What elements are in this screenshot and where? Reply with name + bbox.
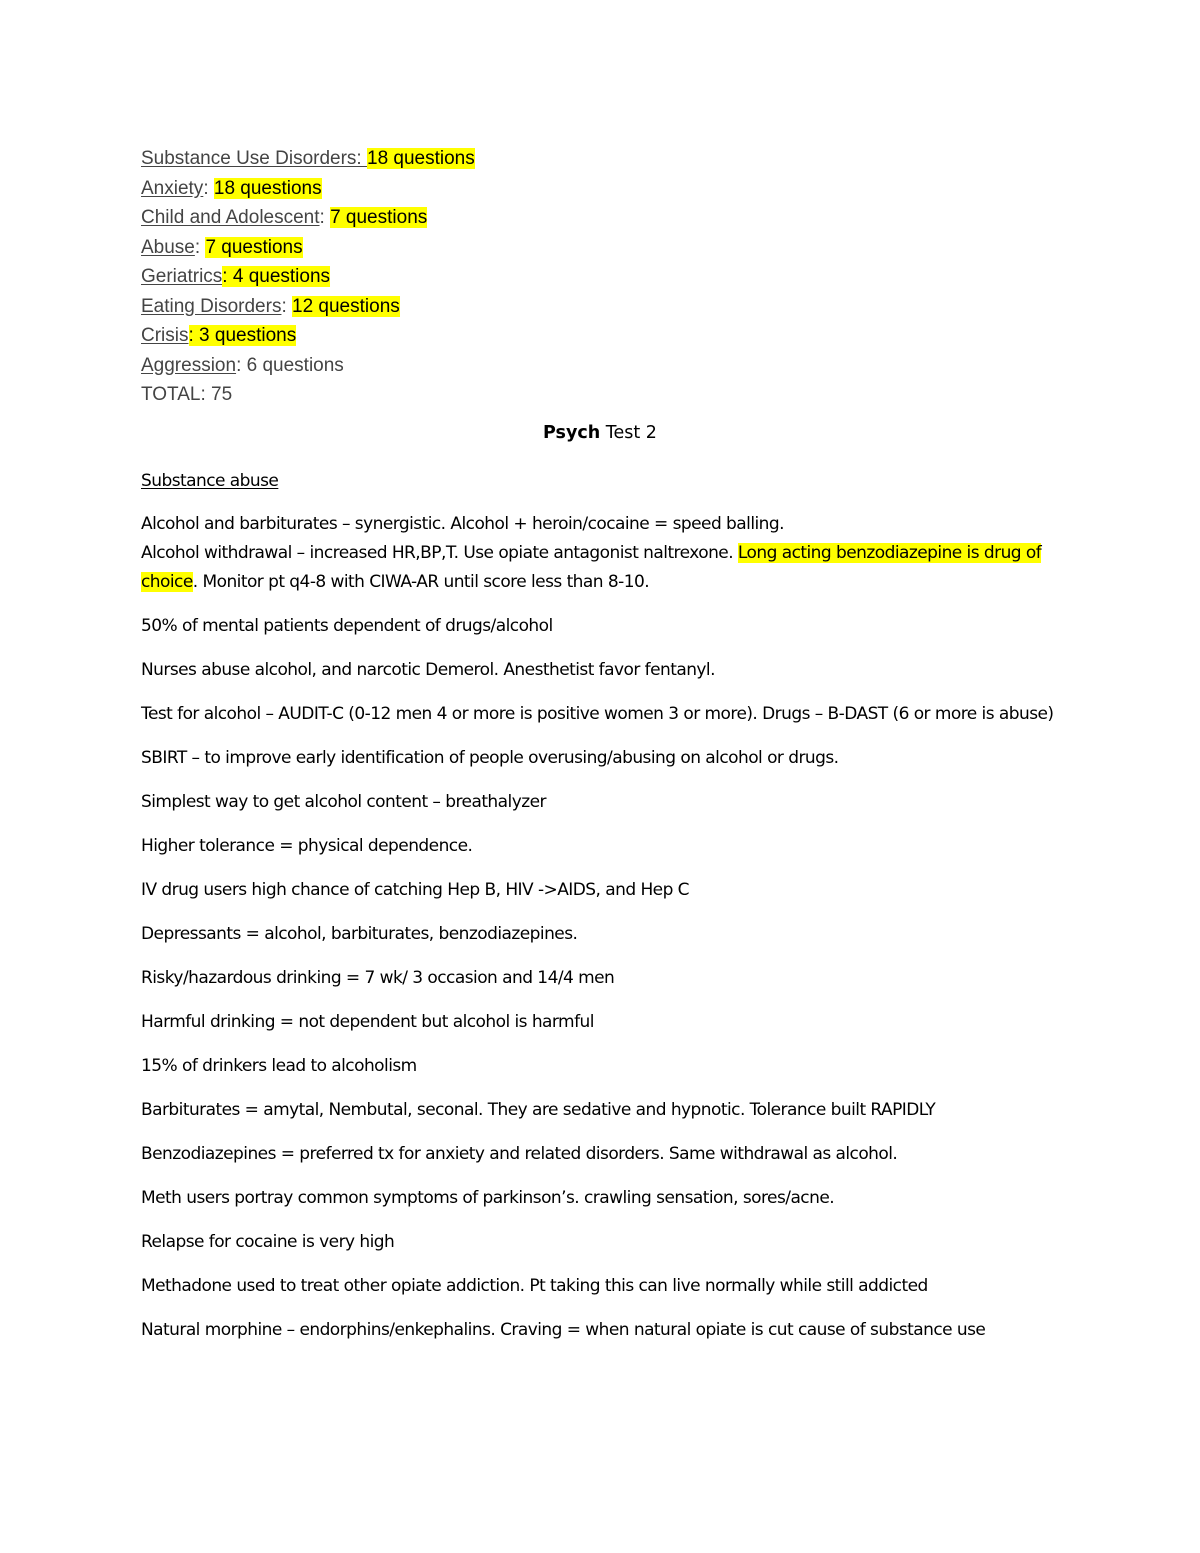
topic-name: Anxiety	[141, 177, 204, 199]
topic-name: Substance Use Disorders:	[141, 148, 367, 169]
note-text: Alcohol withdrawal – increased HR,BP,T. Use opiate antagonist naltrexone.	[141, 543, 738, 563]
note-line: 50% of mental patients dependent of drugs/alcohol	[141, 616, 553, 636]
note-line: Alcohol and barbiturates – synergistic. Alcohol + heroin/cocaine = speed balling.	[141, 514, 784, 534]
topic-name: Crisis	[141, 325, 189, 346]
topic-name: Abuse	[141, 236, 195, 258]
topic-name: Eating Disorders	[141, 295, 282, 317]
topic-line-geriatrics	[141, 264, 475, 294]
topic-count-highlight: 7 questions	[330, 207, 428, 228]
note-highlight: Long acting benzodiazepine is drug of choice	[141, 543, 1042, 592]
note-line: Simplest way to get alcohol content – breathalyzer	[141, 792, 546, 812]
topic-name: Child and Adolescent	[141, 207, 320, 228]
topic-separator: :	[319, 207, 331, 228]
note-line: Barbiturates = amytal, Nembutal, seconal. They are sedative and hypnotic. Tolerance built RAPIDLY	[141, 1100, 936, 1120]
topic-line-crisis	[141, 323, 475, 353]
topic-separator: :	[203, 177, 214, 199]
note-line: 15% of drinkers lead to alcoholism	[141, 1056, 417, 1076]
topic-separator: :	[194, 236, 206, 258]
note-text: . Monitor pt q4-8 with CIWA-AR until score less than 8-10.	[192, 572, 650, 592]
title-bold: Psych	[543, 423, 601, 443]
topic-name: Aggression	[141, 354, 237, 376]
note-line: Risky/hazardous drinking = 7 wk/ 3 occasion and 14/4 men	[141, 968, 615, 988]
topic-line-abuse	[141, 235, 475, 265]
section-heading: Substance abuse	[141, 471, 279, 491]
note-line: Natural morphine – endorphins/enkephalins. Craving = when natural opiate is cut cause of substance use	[141, 1320, 986, 1340]
note-line: Benzodiazepines = preferred tx for anxiety and related disorders. Same withdrawal as alcohol.	[141, 1144, 898, 1164]
note-line: Higher tolerance = physical dependence.	[141, 836, 473, 856]
note-line: Nurses abuse alcohol, and narcotic Demerol. Anesthetist favor fentanyl.	[141, 660, 715, 680]
notes-body	[141, 467, 1071, 1345]
topic-count: : 6 questions	[236, 354, 344, 376]
topic-count-highlight: 7 questions	[205, 236, 303, 258]
topic-count-highlight: 12 questions	[292, 295, 400, 317]
topic-count-highlight: : 4 questions	[222, 266, 331, 287]
topic-separator: :	[281, 295, 293, 317]
topic-line-child-adolescent	[141, 205, 475, 235]
topic-line-aggression	[141, 353, 475, 383]
topic-question-list	[141, 146, 475, 412]
note-paragraph-withdrawal	[141, 539, 1071, 597]
note-line: Relapse for cocaine is very high	[141, 1232, 395, 1252]
note-line: Test for alcohol – AUDIT-C (0-12 men 4 or more is positive women 3 or more). Drugs – B-DAST (6 or more is abuse)	[141, 704, 1054, 724]
topic-line-anxiety	[141, 176, 475, 206]
total-line: TOTAL: 75	[141, 384, 233, 405]
topic-line-substance-use	[141, 146, 475, 176]
document-title	[0, 423, 1200, 443]
topic-line-eating-disorders	[141, 294, 475, 324]
topic-count-highlight: 18 questions	[367, 148, 475, 169]
note-line: Depressants = alcohol, barbiturates, benzodiazepines.	[141, 924, 578, 944]
note-line: Meth users portray common symptoms of parkinson’s. crawling sensation, sores/acne.	[141, 1188, 835, 1208]
note-line: Methadone used to treat other opiate addiction. Pt taking this can live normally while still addicted	[141, 1276, 928, 1296]
topic-count-highlight: : 3 questions	[188, 325, 297, 346]
note-line: SBIRT – to improve early identification of people overusing/abusing on alcohol or drugs.	[141, 748, 839, 768]
note-line: IV drug users high chance of catching Hep B, HIV ->AIDS, and Hep C	[141, 880, 690, 900]
topic-name: Geriatrics	[141, 266, 223, 287]
topic-count-highlight: 18 questions	[213, 177, 322, 199]
note-line: Harmful drinking = not dependent but alcohol is harmful	[141, 1012, 594, 1032]
title-rest: Test 2	[600, 423, 657, 443]
